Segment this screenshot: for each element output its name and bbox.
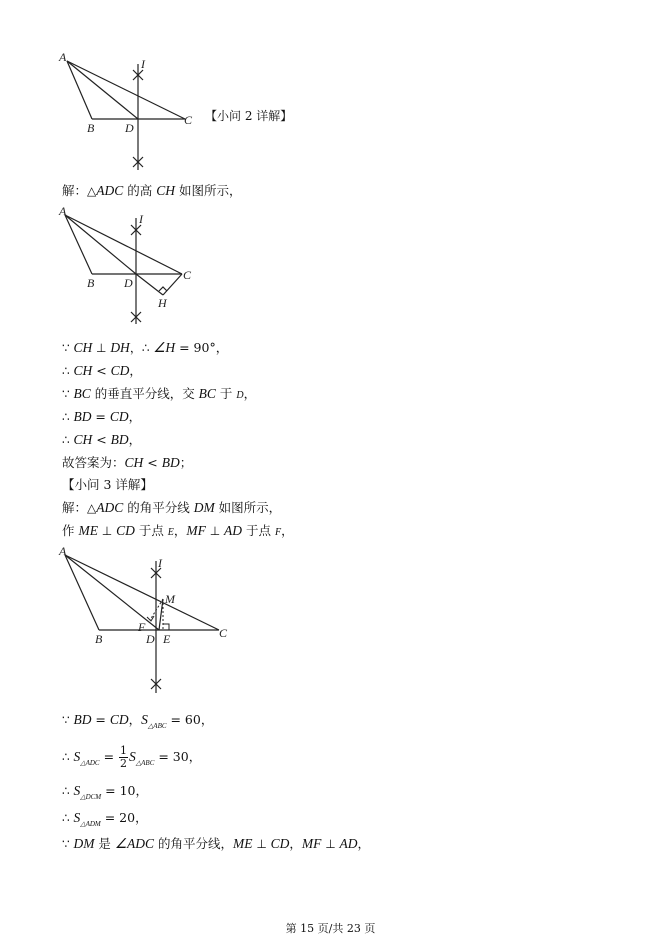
label-E: E	[163, 632, 171, 646]
part2-step2: ∴ CH < CD，	[62, 363, 142, 378]
label-A: A	[59, 50, 67, 64]
label-D: D	[124, 276, 133, 290]
part2-step4: ∴ BD = CD，	[62, 409, 142, 424]
part3-s1: ∵ BD = CD，$S_{\triangle ABC} = 60$，	[62, 712, 214, 730]
label-B: B	[95, 632, 103, 646]
label-I: I	[158, 556, 162, 570]
part3-intro: 解：△ADC 的角平分线 DM 如图所示，	[62, 500, 282, 515]
part2-intro: 解：△ADC 的高 CH 如图所示，	[62, 183, 242, 198]
figure-2	[55, 204, 205, 329]
part3-construction: 作 ME ⊥ CD 于点 E，MF ⊥ AD 于点 F，	[62, 523, 294, 538]
label-I: I	[141, 57, 145, 71]
label-I: I	[139, 212, 143, 226]
label-C: C	[183, 268, 192, 282]
label-C: C	[184, 113, 193, 127]
part3-s4: ∴ $S_{\triangle ADM} = 20$，	[62, 810, 148, 828]
label-D: D	[125, 121, 134, 135]
label-D: D	[146, 632, 155, 646]
part2-step1: ∵ CH ⊥ DH，∴ ∠H = 90°，	[62, 340, 229, 355]
part2-heading: 【小问 2 详解】	[205, 109, 293, 123]
fraction-one-half: $\frac{1}{2}$	[120, 744, 128, 770]
part2-step3: ∵ BC 的垂直平分线，交 BC 于 D，	[62, 386, 257, 401]
figure-1	[55, 52, 205, 177]
label-H: H	[158, 296, 167, 310]
label-B: B	[87, 276, 95, 290]
part2-answer: 故答案为：CH < BD；	[62, 455, 193, 470]
part2-step5: ∴ CH < BD，	[62, 432, 142, 447]
label-B: B	[87, 121, 95, 135]
part3-s3: ∴ $S_{\triangle DCM} = 10$，	[62, 783, 148, 801]
label-A: A	[59, 204, 67, 218]
page-footer: 第 15 页/共 23 页	[285, 922, 376, 935]
part3-s2: ∴ $S_{\triangle ADC}$ = $\frac{1}{2}$ $S_{\triangle ABC} = 30$，	[62, 744, 202, 770]
label-A: A	[59, 544, 67, 558]
label-M: M	[165, 592, 175, 606]
part3-heading: 【小问 3 详解】	[62, 477, 153, 492]
part3-s5: ∵ DM 是 ∠ADC 的角平分线，ME ⊥ CD，MF ⊥ AD，	[62, 836, 370, 851]
label-C: C	[219, 626, 228, 640]
figure-3	[55, 543, 245, 698]
label-F: F	[138, 620, 146, 634]
